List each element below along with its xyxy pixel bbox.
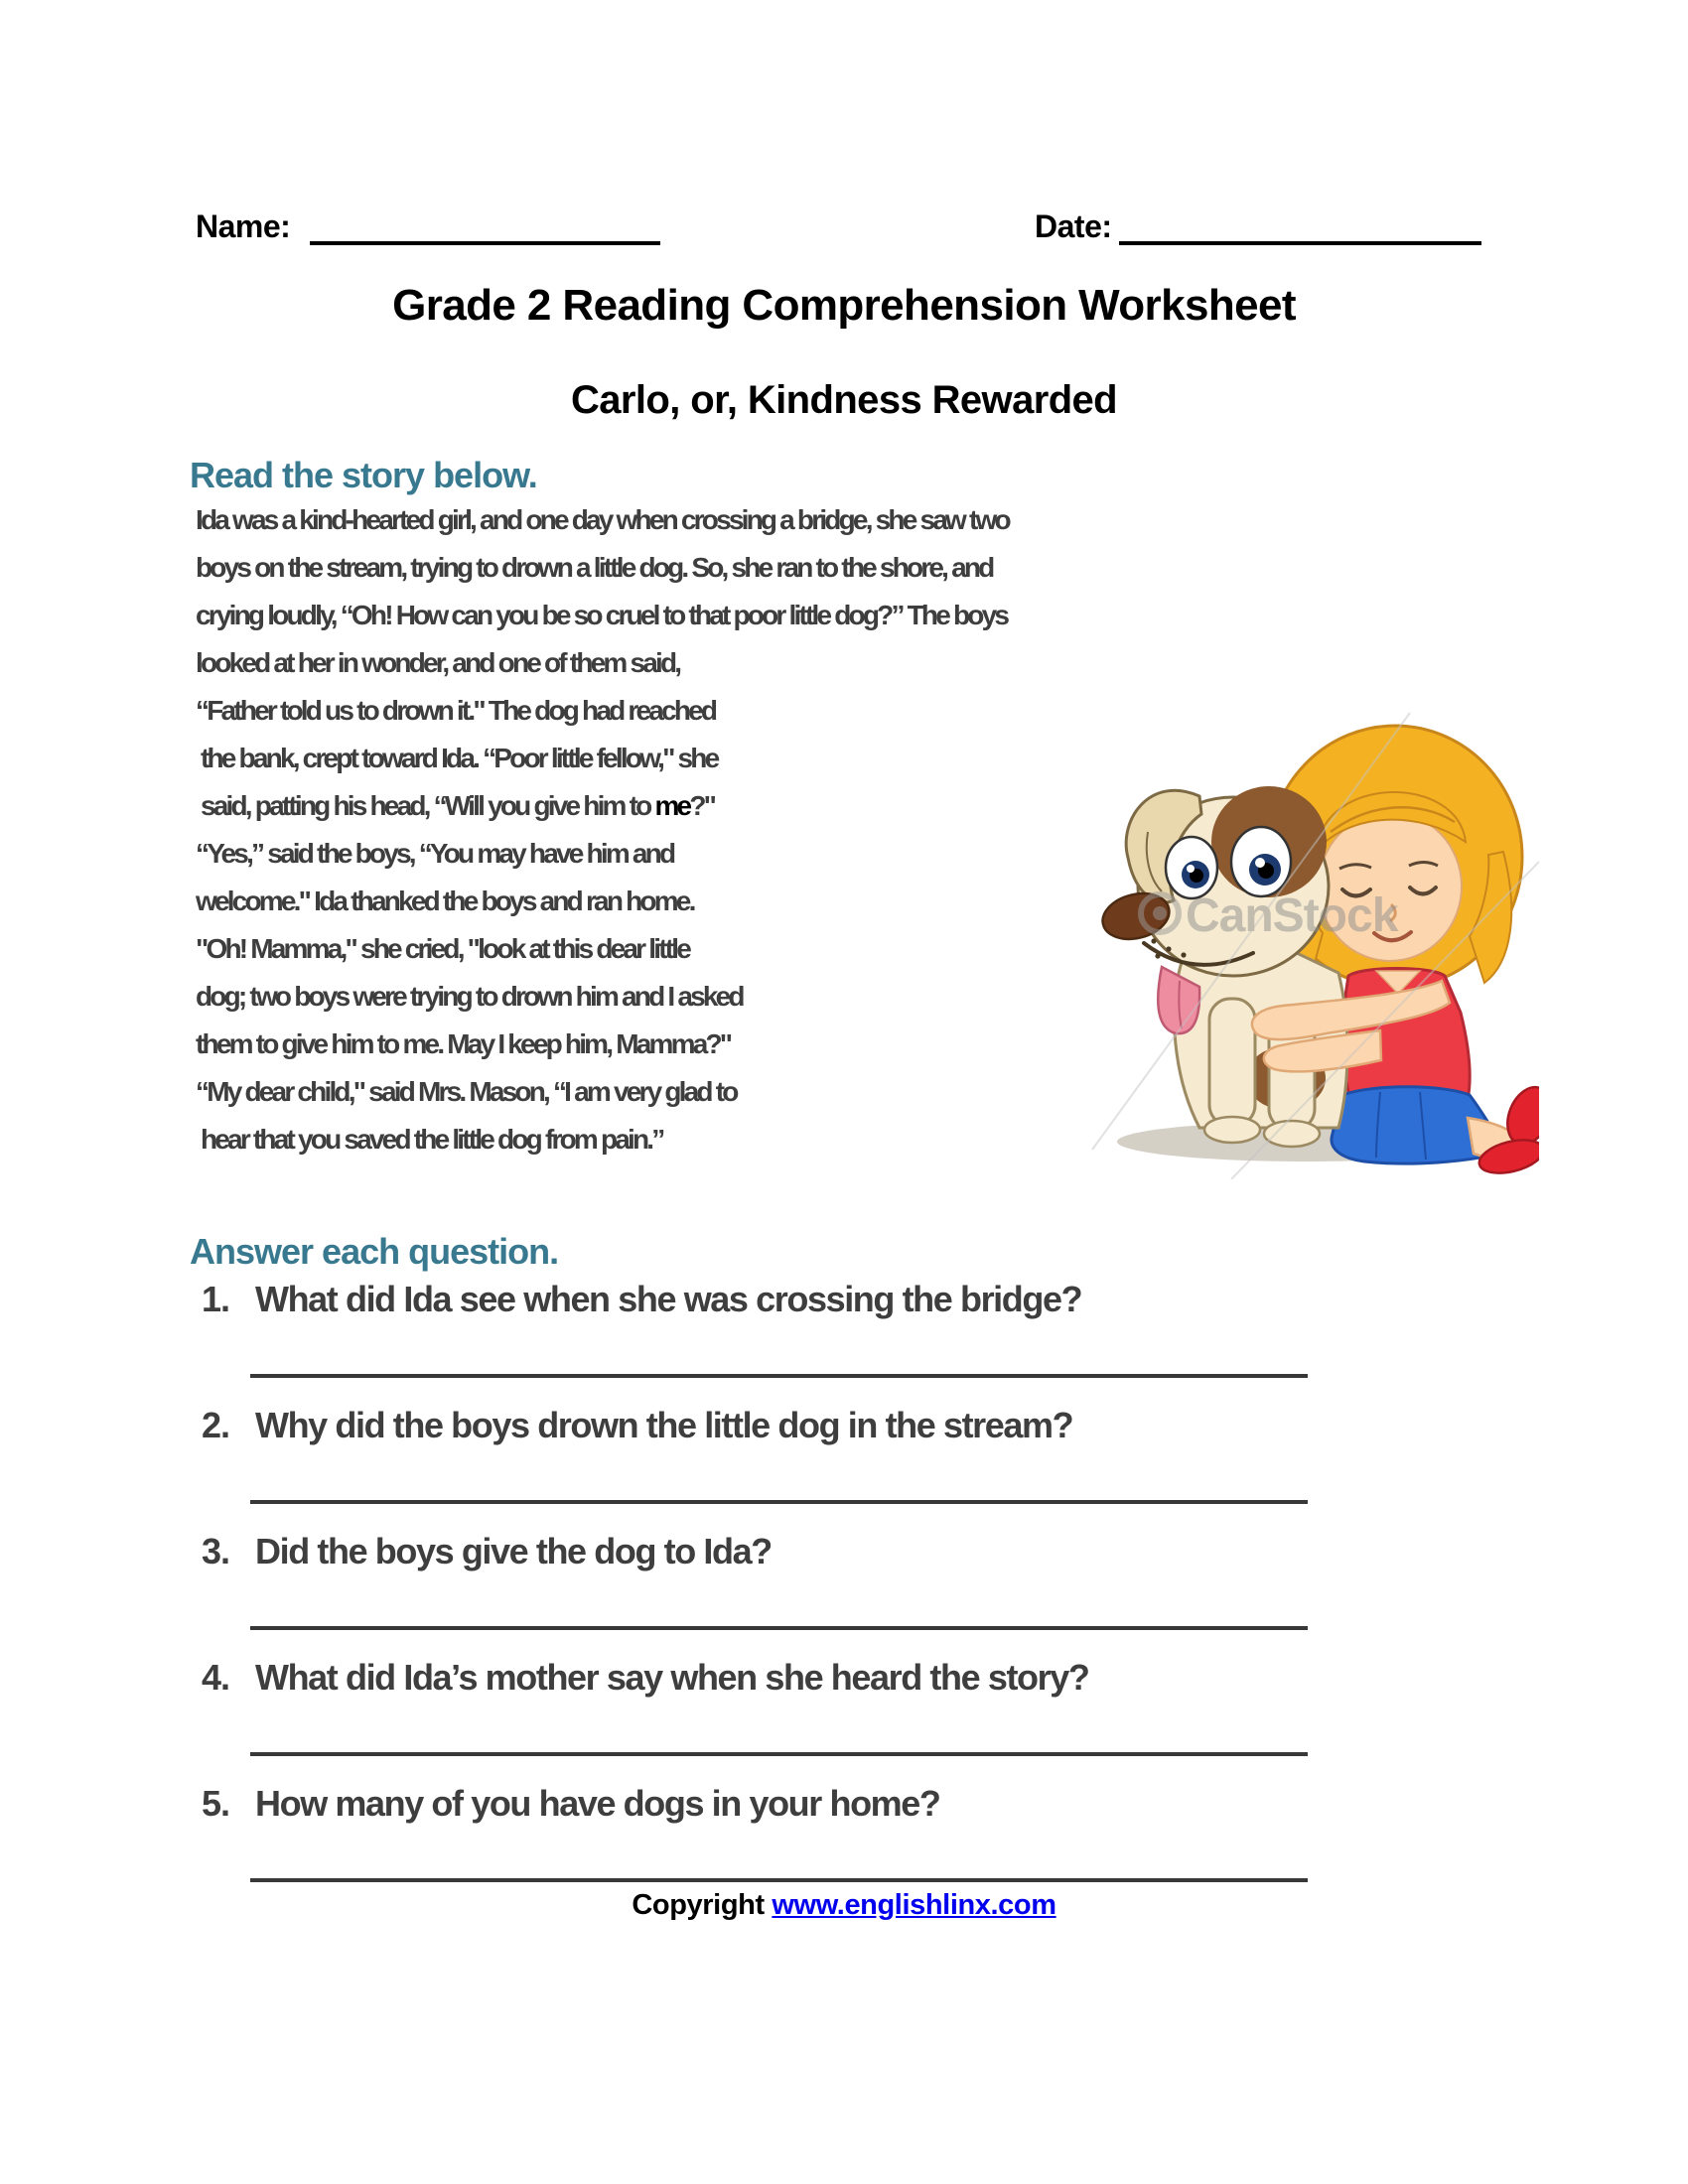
- story-line: said, patting his head, “Will you give him to me?": [196, 790, 715, 821]
- story-line: looked at her in wonder, and one of them said,: [196, 647, 680, 678]
- question-text: Did the boys give the dog to Ida?: [255, 1531, 772, 1571]
- question-number: 2.: [202, 1405, 230, 1445]
- story-title: Carlo, or, Kindness Rewarded: [570, 378, 1118, 422]
- answer-blank-line: [250, 1500, 1308, 1504]
- question-block: [0, 1405, 1688, 1531]
- story-line: boys on the stream, trying to drown a little dog. So, she ran to the shore, and: [196, 552, 993, 583]
- answer-instruction: Answer each question.: [190, 1231, 559, 1272]
- copyright-label: Copyright: [632, 1889, 765, 1921]
- question-number: 5.: [202, 1783, 230, 1824]
- answer-blank-line: [250, 1626, 1308, 1630]
- illustration-canvas: [1082, 683, 1539, 1179]
- story-line: them to give him to me. May I keep him, Mamma?": [196, 1028, 731, 1059]
- story-line: “Yes,” said the boys, “You may have him and: [196, 838, 674, 869]
- story-line: crying loudly, “Oh! How can you be so cruel to that poor little dog?” The boys: [196, 600, 1008, 630]
- story-text: [196, 496, 1149, 1163]
- story-line: welcome." Ida thanked the boys and ran home.: [196, 886, 694, 916]
- question-block: [0, 1531, 1688, 1657]
- copyright-link[interactable]: www.englishlinx.com: [772, 1889, 1056, 1921]
- answer-blank-line: [250, 1752, 1308, 1756]
- date-label: Date:: [1035, 208, 1112, 244]
- question-text: Why did the boys drown the little dog in the stream?: [255, 1405, 1073, 1445]
- answer-blank-line: [250, 1374, 1308, 1378]
- question-block: [0, 1279, 1688, 1405]
- name-label: Name:: [196, 208, 291, 244]
- date-blank-line: [1119, 241, 1481, 245]
- watermark-text: CanStock: [1186, 889, 1398, 942]
- answer-blank-line: [250, 1878, 1308, 1882]
- story-line: “Father told us to drown it." The dog had reached: [196, 695, 716, 726]
- story-line: dog; two boys were trying to drown him and I asked: [196, 981, 743, 1012]
- story-line: hear that you saved the little dog from pain.”: [196, 1124, 663, 1155]
- question-list: [0, 1279, 1688, 1909]
- read-instruction: Read the story below.: [190, 455, 537, 495]
- question-number: 4.: [202, 1657, 230, 1698]
- question-number: 1.: [202, 1279, 230, 1319]
- question-text: How many of you have dogs in your home?: [255, 1783, 940, 1824]
- page-title: Grade 2 Reading Comprehension Worksheet: [392, 281, 1296, 330]
- copyright: [0, 1889, 1688, 1922]
- question-number: 3.: [202, 1531, 230, 1571]
- question-text: What did Ida see when she was crossing the bridge?: [255, 1279, 1082, 1319]
- girl-hugging-dog-illustration: [1082, 683, 1539, 1179]
- story-line: Ida was a kind-hearted girl, and one day when crossing a bridge, she saw two: [196, 504, 1009, 535]
- question-text: What did Ida’s mother say when she heard the story?: [255, 1657, 1089, 1698]
- story-line: "Oh! Mamma," she cried, "look at this dear little: [196, 933, 689, 964]
- name-blank-line: [310, 241, 660, 245]
- story-line: the bank, crept toward Ida. “Poor little fellow," she: [196, 743, 718, 773]
- story-line: “My dear child," said Mrs. Mason, “I am very glad to: [196, 1076, 737, 1107]
- question-block: [0, 1657, 1688, 1783]
